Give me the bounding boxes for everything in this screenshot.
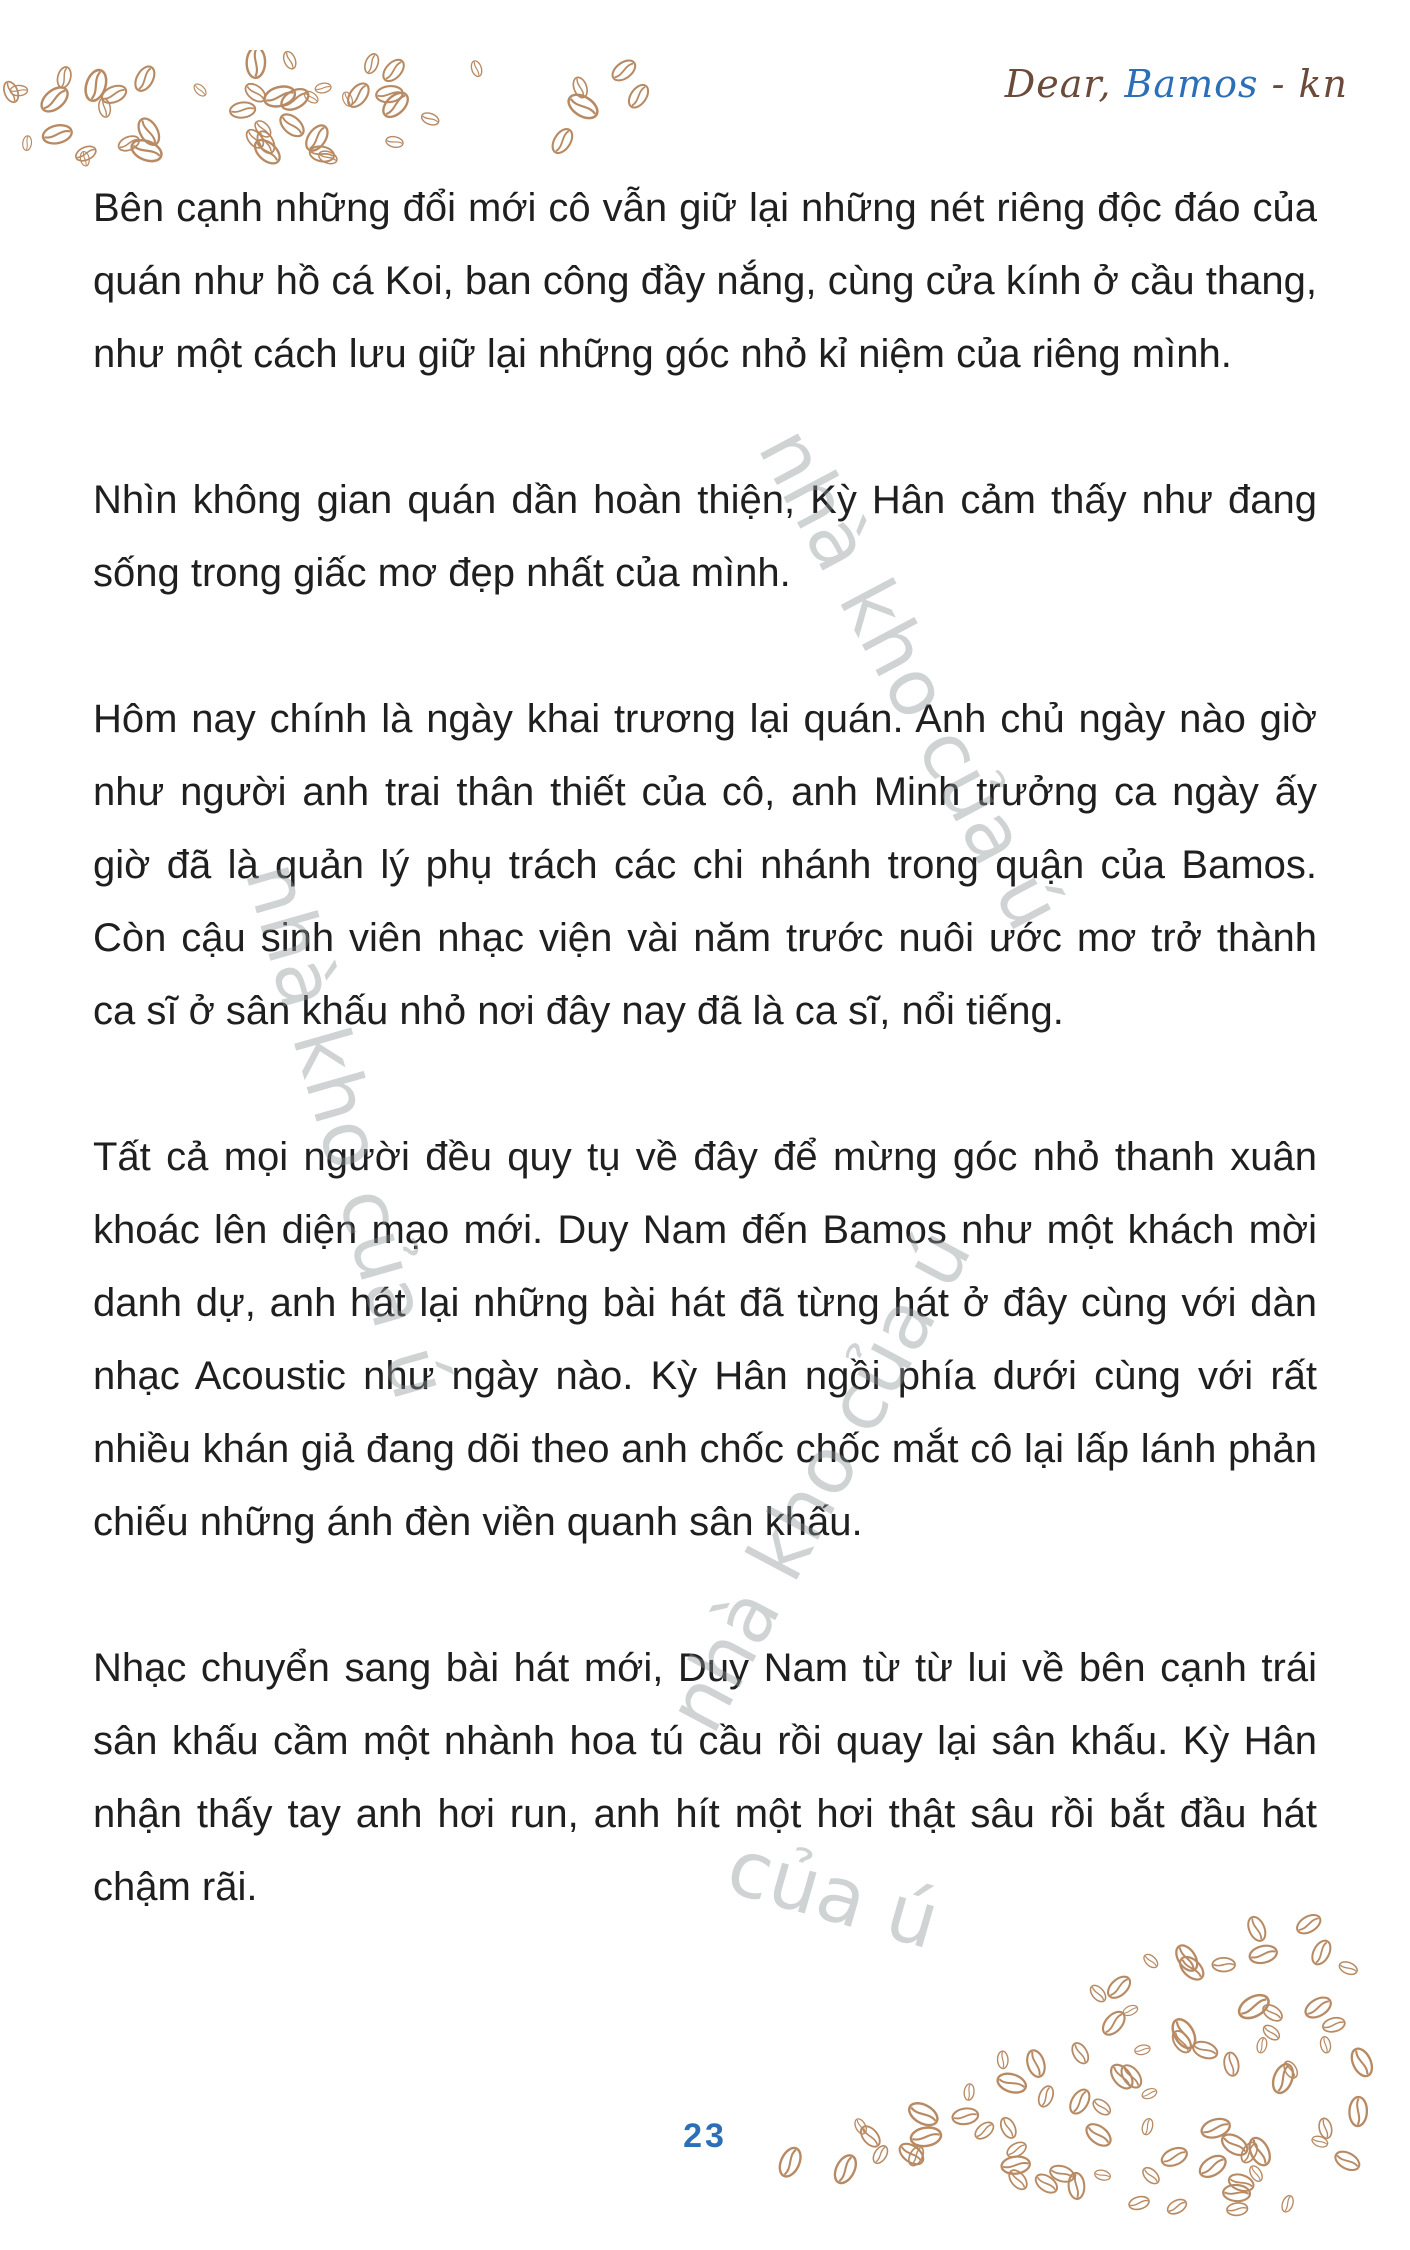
coffee-bean-icon: [302, 122, 332, 155]
coffee-bean-icon: [1212, 1958, 1235, 1972]
watermark: nhà kho của ú: [740, 413, 1080, 945]
coffee-bean-icon: [317, 149, 339, 166]
coffee-bean-icon: [246, 50, 265, 78]
coffee-bean-icon: [308, 144, 335, 163]
coffee-bean-icon: [1348, 2045, 1376, 2079]
paragraph: Bên cạnh những đổi mới cô vẫn giữ lại những nét riêng độc đáo của quán như hồ cá Koi, ban công đầy nắng, cùng cửa kính ở cầu thang, như một cách lưu giữ lại những góc nhỏ kỉ niệm của riêng mình.: [93, 186, 1317, 376]
coffee-bean-icon: [41, 123, 73, 147]
signature-suffix: - kn: [1258, 62, 1348, 106]
coffee-bean-icon: [997, 2051, 1008, 2069]
coffee-bean-icon: [1001, 2155, 1031, 2175]
coffee-bean-icon: [1176, 1953, 1208, 1984]
coffee-bean-icon: [315, 82, 332, 94]
coffee-bean-icon: [1321, 2016, 1346, 2034]
coffee-bean-icon: [1032, 2171, 1060, 2197]
coffee-bean-icon: [1068, 2172, 1085, 2199]
coffee-bean-icon: [1294, 1911, 1324, 1937]
paragraph: Nhìn không gian quán dần hoàn thiện, Kỳ Hân cảm thấy như đang sống trong giấc mơ đẹp nhất của mình.: [93, 478, 1317, 595]
coffee-bean-icon: [1245, 1914, 1269, 1943]
coffee-bean-icon: [362, 52, 381, 75]
coffee-bean-icon: [1280, 2194, 1295, 2213]
coffee-bean-icon: [470, 60, 484, 78]
coffee-bean-icon: [1260, 2002, 1285, 2025]
coffee-bean-icon: [1226, 2202, 1248, 2216]
coffee-bean-icon: [1036, 2084, 1056, 2109]
coffee-bean-icon: [1235, 1990, 1272, 2022]
coffee-bean-icon: [1256, 2037, 1269, 2054]
coffee-bean-icon: [420, 111, 441, 128]
header-signature: [1005, 62, 1348, 106]
coffee-bean-icon: [1094, 2169, 1112, 2182]
coffee-bean-icon: [385, 135, 404, 148]
coffee-bean-icon: [1223, 2051, 1241, 2076]
coffee-bean-icon: [1223, 2184, 1251, 2202]
coffee-bean-icon: [99, 82, 128, 106]
coffee-bean-icon: [1247, 2164, 1264, 2184]
watermark: nhà kho của ú: [226, 852, 466, 1409]
coffee-bean-icon: [995, 2070, 1028, 2095]
coffee-bean-icon: [1104, 1973, 1134, 2002]
watermark: của ú: [717, 1821, 949, 1968]
coffee-bean-icon: [609, 57, 639, 85]
watermark: nhà kho của ú: [650, 1215, 990, 1747]
coffee-bean-icon: [625, 81, 650, 111]
coffee-bean-icon: [251, 136, 284, 168]
coffee-bean-icon: [1066, 2086, 1093, 2117]
coffee-bean-icon: [0, 50, 650, 170]
coffee-bean-icon: [131, 63, 158, 94]
coffee-bean-icon: [276, 110, 307, 140]
coffee-bean-icon: [1141, 1952, 1160, 1970]
coffee-bean-icon: [1134, 2044, 1151, 2056]
coffee-bean-icon: [1319, 2036, 1332, 2054]
coffee-bean-icon: [831, 2152, 860, 2187]
coffee-bean-icon: [37, 83, 72, 116]
page-number: 23: [683, 2117, 727, 2155]
coffee-bean-icon: [1338, 1959, 1359, 1976]
coffee-bean-icon: [564, 90, 601, 123]
signature-prefix: Dear,: [1004, 62, 1125, 106]
coffee-bean-icon: [79, 151, 90, 167]
coffee-bean-icon: [1, 80, 21, 105]
coffee-bean-icon: [1141, 2087, 1158, 2101]
coffee-bean-icon: [549, 126, 577, 157]
coffee-bean-icon: [1165, 2197, 1189, 2217]
coffee-bean-icon: [1196, 2152, 1229, 2182]
coffee-bean-icon: [1140, 2165, 1162, 2187]
coffee-bean-icon: [1248, 1943, 1279, 1965]
coffee-bean-icon: [1172, 1942, 1202, 1975]
coffee-bean-icon: [278, 85, 312, 114]
coffee-bean-icon: [1309, 1938, 1334, 1968]
coffee-bean-icon: [1024, 2048, 1048, 2079]
coffee-bean-icon: [1099, 2008, 1129, 2039]
signature-brand: Bamos: [1124, 62, 1259, 106]
coffee-bean-icon: [1090, 2096, 1113, 2118]
paragraph: Tất cả mọi người đều quy tụ về đây để mừng góc nhỏ thanh xuân khoác lên diện mạo mới. Duy Nam đến Bamos như một khách mời danh dự, anh hát lại những bài hát đã từng hát ở đây cùng với dàn nhạc Acoustic như ngày nào. Kỳ Hân ngồi phía dưới cùng với rất nhiều khán giả đang dõi theo anh chốc chốc mắt cô lại lấp lánh phản chiếu những ánh đèn viền quanh sân khấu.: [93, 1135, 1317, 1544]
coffee-bean-icon: [281, 50, 298, 71]
coffee-bean-icon: [229, 101, 256, 119]
coffee-bean-icon: [963, 2083, 975, 2100]
coffee-bean-icon: [116, 133, 141, 153]
coffee-bean-icon: [22, 135, 32, 151]
coffee-bean-icon: [770, 1860, 1390, 2220]
coffee-bean-icon: [262, 83, 297, 110]
coffee-bean-icon: [1069, 2040, 1092, 2066]
coffee-bean-icon: [192, 82, 208, 98]
coffee-bean-icon: [55, 66, 73, 90]
coffee-bean-icon: [379, 56, 407, 85]
paragraph: Hôm nay chính là ngày khai trương lại quán. Anh chủ ngày nào giờ như người anh trai thân thiết của cô, anh Minh trưởng ca ngày ấy giờ đã là quản lý phụ trách các chi nhánh trong quận của Bamos. Còn cậu sinh viên nhạc viện vài năm trước nuôi ước mơ trở thành ca sĩ ở sân khấu nhỏ nơi đây nay đã là ca sĩ, nổi tiếng.: [93, 697, 1317, 1033]
coffee-bean-icon: [1261, 2023, 1282, 2043]
coffee-bean-icon: [1088, 1983, 1109, 2005]
coffee-bean-icon: [1302, 1993, 1334, 2021]
paragraph: Nhạc chuyển sang bài hát mới, Duy Nam từ từ lui về bên cạnh trái sân khấu cầm một nhành hoa tú cầu rồi quay lại sân khấu. Kỳ Hân nhận thấy tay anh hơi run, anh hít một hơi thật sâu rồi bắt đầu hát chậm rãi.: [93, 1646, 1317, 1909]
coffee-bean-icon: [1128, 2195, 1151, 2212]
